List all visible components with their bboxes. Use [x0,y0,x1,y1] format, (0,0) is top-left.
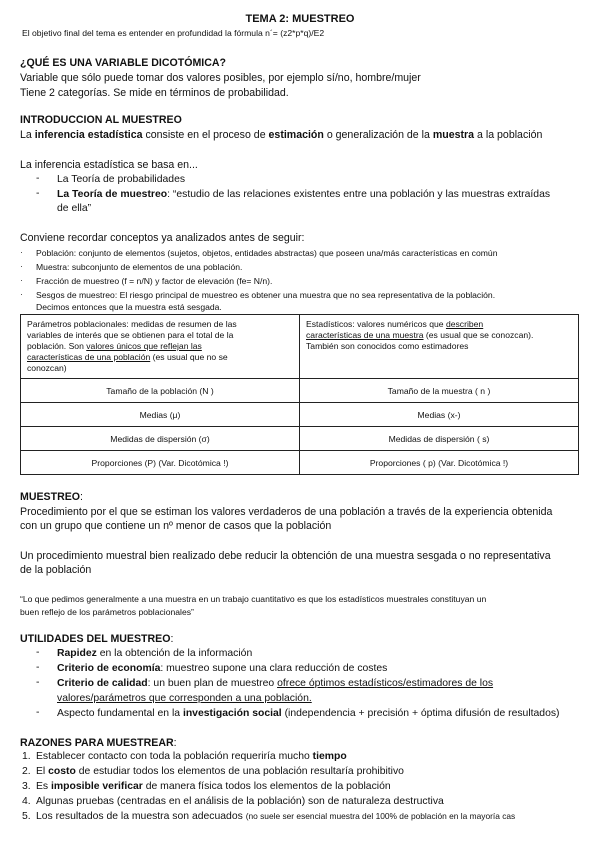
dash-marker: - [36,188,40,199]
razon-verificar: Es imposible verificar de manera física todos los elementos de la población [36,781,391,792]
dash-marker: - [36,647,40,658]
table-cell: Proporciones ( p) (Var. Dicotómica !) [300,451,579,475]
utilidades-heading: UTILIDADES DEL MUESTREO: [20,633,174,645]
cell-text: características de una población (es usual que no se [27,352,228,362]
list-number: 4. [22,796,31,807]
dash-marker: - [36,173,40,184]
dash-marker: - [36,662,40,673]
list-number: 5. [22,811,31,822]
list-number: 2. [22,766,31,777]
razon-costo: El costo de estudiar todos los elementos de una población resultaría prohibitivo [36,766,404,777]
list-number: 1. [22,751,31,762]
cell-text: población. Son valores únicos que reflejan las [27,341,202,351]
table-cell: Proporciones (P) (Var. Dicotómica !) [21,451,300,475]
table-row [21,379,579,403]
bullet-marker: · [20,289,23,299]
muestreo-quote-b: buen reflejo de los parámetros poblacionales” [20,607,194,617]
dicotomica-heading: ¿QUÉ ES UNA VARIABLE DICOTÓMICA? [20,57,226,69]
muestreo-paragraph-2a: Un procedimiento muestral bien realizado debe reducir la obtención de una muestra sesgada o no representativa [20,550,551,562]
dicotomica-line-1: Variable que sólo puede tomar dos valores posibles, por ejemplo sí/no, hombre/mujer [20,72,421,84]
table-cell: Medidas de dispersión (σ) [21,427,300,451]
table-cell-parametros [21,315,300,379]
razon-destructiva: Algunas pruebas (centradas en el análisis de la población) son de naturaleza destructiva [36,796,444,807]
muestreo-paragraph-1b: con un grupo que contiene un nº menor de casos que la población [20,520,332,532]
objective-line: El objetivo final del tema es entender en profundidad la fórmula n´= (z2*p*q)/E2 [22,28,325,38]
cell-text: conozcan) [27,363,67,373]
bullet-marker: · [20,275,23,285]
concept-poblacion: Población: conjunto de elementos (sujetos, objetos, entidades abstractas) que poseen una/más características en común [36,248,498,258]
utilidad-calidad: Criterio de calidad: un buen plan de muestreo ofrece óptimos estadísticos/estimadores de los [57,678,494,689]
concept-sesgos: Sesgos de muestreo: El riesgo principal de muestreo es obtener una muestra que no sea representativa de la población. [36,290,496,300]
table-cell-estadisticos [300,315,579,379]
intro-list-item-1: La Teoría de probabilidades [57,174,186,185]
muestreo-paragraph-1a: Procedimiento por el que se estiman los valores verdaderos de una población a través de la experiencia obtenida [20,506,553,518]
intro-list-item-2-cont: de ella” [57,203,92,214]
utilidad-rapidez: Rapidez en la obtención de la información [57,648,253,659]
table-cell: Tamaño de la muestra ( n ) [300,379,579,403]
muestreo-quote-a: “Lo que pedimos generalmente a una muestra en un trabajo cuantitativo es que los estadísticos muestrales constituyan un [20,594,487,604]
intro-paragraph-3: Conviene recordar conceptos ya analizados antes de seguir: [20,232,305,244]
table-cell: Medias (μ) [21,403,300,427]
dash-marker: - [36,677,40,688]
table-cell: Tamaño de la población (N ) [21,379,300,403]
page-title: TEMA 2: MUESTREO [245,13,355,25]
concept-fraccion: Fracción de muestreo (f = n/N) y factor de elevación (fe= N/n). [36,276,273,286]
intro-heading: INTRODUCCION AL MUESTREO [20,114,182,126]
utilidad-calidad-cont: valores/parámetros que corresponden a una población. [57,693,312,704]
intro-paragraph-2: La inferencia estadística se basa en... [20,159,198,171]
intro-list-item-2: La Teoría de muestreo: “estudio de las relaciones existentes entre una población y las muestras extraídas [57,189,551,200]
concept-sesgos-cont: Decimos entonces que la muestra está sesgada. [36,302,222,312]
cell-text: También son conocidos como estimadores [306,341,469,351]
razon-tiempo: Establecer contacto con toda la población requeriría mucho tiempo [36,751,347,762]
cell-text: variables de interés que se obtienen para el total de la [27,330,234,340]
table-row [21,451,579,475]
list-number: 3. [22,781,31,792]
cell-text: características de una muestra (es usual que se conozcan). [306,330,534,340]
bullet-marker: · [20,261,23,271]
concept-muestra: Muestra: subconjunto de elementos de una población. [36,262,243,272]
razones-heading: RAZONES PARA MUESTREAR: [20,737,177,749]
muestreo-paragraph-2b: de la población [20,564,92,576]
razon-adecuados: Los resultados de la muestra son adecuados (no suele ser esencial muestra del 100% de población en la mayoría cas [36,811,516,822]
table-row [21,403,579,427]
intro-paragraph-1: La inferencia estadística consiste en el proceso de estimación o generalización de la muestra a la población [20,129,543,141]
table-row [21,427,579,451]
utilidad-investigacion: Aspecto fundamental en la investigación social (independencia + precisión + óptima difusión de resultados) [57,708,560,719]
cell-text: Estadísticos: valores numéricos que describen [306,319,484,329]
parameters-table [20,314,579,475]
table-cell: Medias (x-) [300,403,579,427]
utilidad-economia: Criterio de economía: muestreo supone una clara reducción de costes [57,663,388,674]
dicotomica-line-2: Tiene 2 categorías. Se mide en términos de probabilidad. [20,87,289,99]
bullet-marker: · [20,247,23,257]
table-cell: Medidas de dispersión ( s) [300,427,579,451]
table-header-row [21,315,579,379]
cell-text: Parámetros poblacionales: medidas de resumen de las [27,319,237,329]
muestreo-heading: MUESTREO: [20,491,83,503]
dash-marker: - [36,707,40,718]
